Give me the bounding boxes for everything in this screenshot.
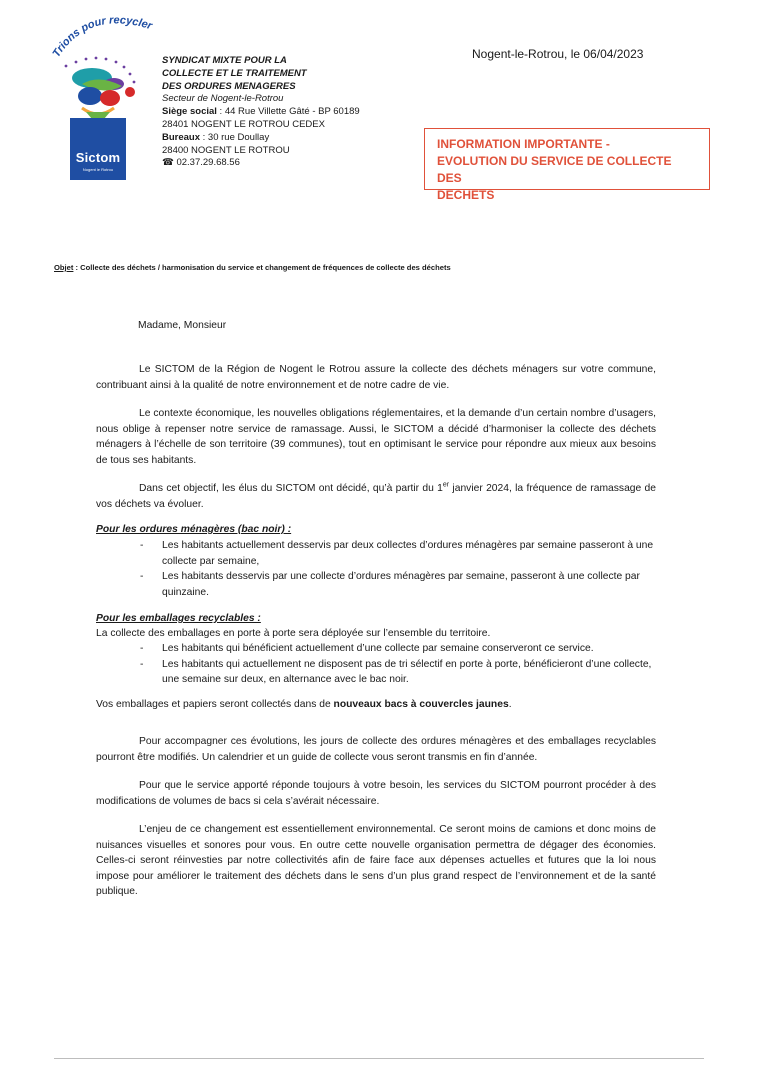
org-line-2: COLLECTE ET LE TRAITEMENT (162, 67, 307, 79)
list-item: - Les habitants actuellement desservis par deux collectes d’ordures ménagères par semaine passeront à une collecte par semaine, (162, 538, 656, 569)
important-information-box (424, 128, 710, 202)
org-office-value: : 30 rue Doullay (200, 131, 270, 143)
org-seat-label: Siège social (162, 106, 217, 118)
info-box-line-1: INFORMATION IMPORTANTE - (437, 137, 610, 151)
paragraph-4-part-a: Vos emballages et papiers seront collectés dans de (96, 699, 334, 710)
yellow-lid-bins-text: nouveaux bacs à couvercles jaunes (333, 699, 509, 710)
paragraph-4 (96, 697, 656, 713)
paragraph-1: Le SICTOM de la Région de Nogent le Rotrou assure la collecte des déchets ménagers sur votre commune, contribuant ainsi à la qualité de notre environnement et de notre cadre de vie. (96, 364, 656, 391)
footer-divider (54, 1058, 704, 1059)
heading-recyclable-packaging: Pour les emballages recyclables : (96, 613, 261, 624)
place-date: Nogent-le-Rotrou, le 06/04/2023 (472, 47, 644, 61)
info-box-line-3: DECHETS (437, 188, 495, 202)
paragraph-3-part-a: Dans cet objectif, les élus du SICTOM ont décidé, qu’à partir du 1 (139, 483, 443, 494)
info-box-line-2: EVOLUTION DU SERVICE DE COLLECTE DES (437, 154, 672, 185)
org-office (162, 132, 360, 145)
paragraph-6: Pour que le service apporté réponde toujours à votre besoin, les services du SICTOM pourront procéder à des modifications de volumes de bacs si cela s’avérait nécessaire. (96, 780, 656, 807)
letter-subject (54, 263, 451, 272)
packaging-list (162, 641, 656, 688)
paragraph-3-part-b: janvier 2024, la fréquence de ramassage de vos déchets va évoluer. (96, 483, 657, 510)
org-seat-value: : 44 Rue Villette Gâté - BP 60189 (216, 106, 360, 118)
household-waste-list (162, 538, 656, 600)
paragraph-5: Pour accompagner ces évolutions, les jours de collecte des ordures ménagères et des emballages recyclables pourront être modifiés. Un calendrier et un guide de collecte vous seront transmis en fin d’année. (96, 736, 656, 763)
org-line-3: DES ORDURES MENAGERES (162, 80, 296, 92)
logo-slogan: Trions pour recycler (50, 14, 154, 60)
list-item: - Les habitants qui actuellement ne disposent pas de tri sélectif en porte à porte, bénéficieront d’une collecte, une semaine sur deux, en alternance avec le bac noir. (162, 657, 656, 688)
packaging-intro: La collecte des emballages en porte à porte sera déployée sur l’ensemble du territoire. (96, 628, 491, 639)
org-office-city: 28400 NOGENT LE ROTROU (162, 144, 290, 156)
paragraph-3-superscript: er (442, 481, 450, 489)
paragraph-7: L’enjeu de ce changement est essentiellement environnemental. Ce seront moins de camions et donc moins de nuisances visuelles et sonores pour vous. En outre cette nouvelle organisation permettra de dégager des économies. Celles-ci seront réinvesties par notre collectivités afin de faire face aux dépenses actuelles et futures que la loi nous impose pour améliorer le traitement des déchets dans le sens d’un plus grand respect de l’environnement et de la santé publique. (96, 824, 656, 898)
org-phone: ☎ 02.37.29.68.56 (162, 157, 240, 169)
paragraph-2: Le contexte économique, les nouvelles obligations réglementaires, et la demande d’un certain nombre d’usagers, nous oblige à repenser notre service de ramassage. Aussi, le SICTOM a décidé d’harmoniser la collecte des déchets ménagers à l’échelle de son territoire (39 communes), tout en optimisant le service pour répondre aux mieux aux besoins de tous ses habitants. (96, 408, 656, 466)
org-line-1: SYNDICAT MIXTE POUR LA (162, 55, 287, 66)
subject-text: : Collecte des déchets / harmonisation du service et changement de fréquences de collecte des déchets (73, 263, 451, 272)
org-office-label: Bureaux (162, 131, 201, 143)
list-item: - Les habitants desservis par une collecte d’ordures ménagères par semaine, passeront à une collecte par quinzaine. (162, 569, 656, 600)
sictom-badge-name: Sictom (75, 150, 121, 165)
salutation: Madame, Monsieur (138, 320, 227, 331)
organisation-block (162, 55, 360, 170)
sictom-badge (70, 118, 126, 180)
subject-label: Objet (54, 263, 74, 272)
org-seat (162, 106, 360, 119)
heading-household-waste: Pour les ordures ménagères (bac noir) : (96, 524, 292, 535)
org-sector: Secteur de Nogent-le-Rotrou (162, 93, 284, 105)
paragraph-4-part-b: . (508, 699, 512, 710)
org-seat-city: 28401 NOGENT LE ROTROU CEDEX (162, 118, 325, 130)
paragraph-3 (96, 481, 656, 512)
sictom-badge-subtitle: Nogent le Rotrou (82, 167, 114, 172)
list-item: - Les habitants qui bénéficient actuellement d’une collecte par semaine conserveront ce service. (162, 641, 656, 657)
